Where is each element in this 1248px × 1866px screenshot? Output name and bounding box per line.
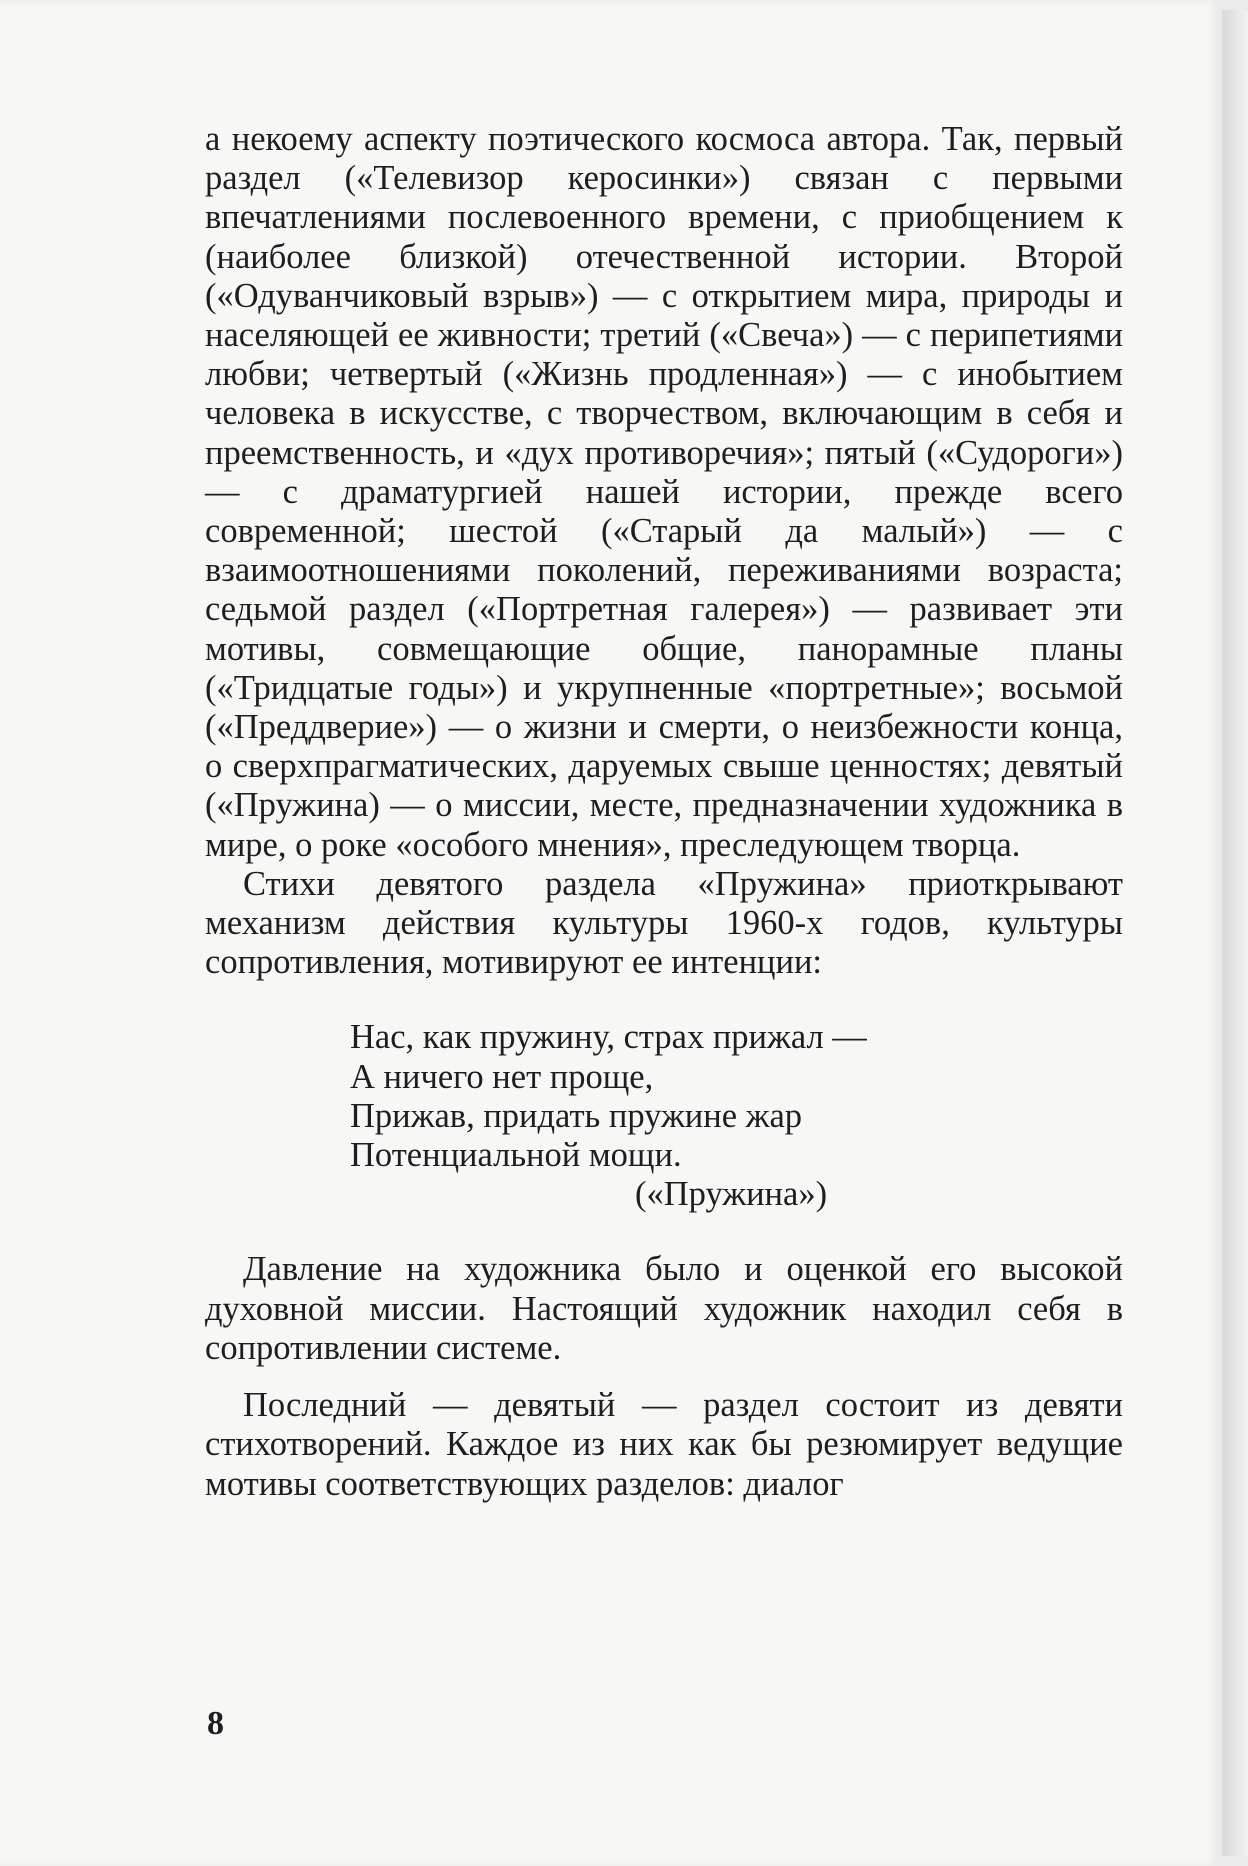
page-number: 8 [207, 1705, 224, 1742]
paragraph-pressure: Давление на художника было и оценкой его высокой духовной миссии. Настоящий художник находил себя в сопротивлении системе. [205, 1250, 1123, 1367]
poem-line: Потенциальной мощи. [350, 1136, 682, 1175]
poem-line: А ничего нет проще, [350, 1057, 654, 1096]
paragraph-sections-overview: а некоему аспекту поэтического космоса автора. Так, первый раздел («Телевизор керосинки») связан с первыми впечатлениями послевоенного времени, с приобщением к (наиболее близкой) отечественной истории. Второй («Одуванчиковый взрыв») — с открытием мира, природы и населяющей ее живности; третий («Свеча») — с перипетиями любви; четвертый («Жизнь продленная») — с инобытием человека в искусстве, с творчеством, включающим в себя и преемственность, и «дух противоречия»; пятый («Судороги») — с драматургией нашей истории, прежде всего современной; шестой («Старый да малый») — с взаимоотношениями поколений, переживаниями возраста; седьмой раздел («Портретная галерея») — развивает эти мотивы, совмещающие общие, панорамные планы («Тридцатые годы») и укрупненные «портретные»; восьмой («Преддверие») — о жизни и смерти, о неизбежности конца, о сверхпрагматических, даруемых свыше ценностях; девятый («Пружина) — о миссии, месте, предназначении художника в мире, о роке «особого мнения», преследующем творца. [205, 120, 1123, 864]
body-text [205, 120, 1123, 1504]
poem-source: («Пружина») [635, 1175, 828, 1214]
paragraph-last-section: Последний — девятый — раздел состоит из девяти стихотворений. Каждое из них как бы резюмирует ведущие мотивы соответствующих разделов: диалог [205, 1386, 1123, 1503]
poem-quote [350, 1018, 1123, 1214]
page-edge [1222, 10, 1248, 1856]
poem-line: Нас, как пружину, страх прижал — [350, 1018, 867, 1057]
poem-line: Прижав, придать пружине жар [350, 1096, 803, 1135]
paragraph-spring-intro: Стихи девятого раздела «Пружина» приоткрывают механизм действия культуры 1960-х годов, культуры сопротивления, мотивируют ее интенции: [205, 864, 1123, 982]
